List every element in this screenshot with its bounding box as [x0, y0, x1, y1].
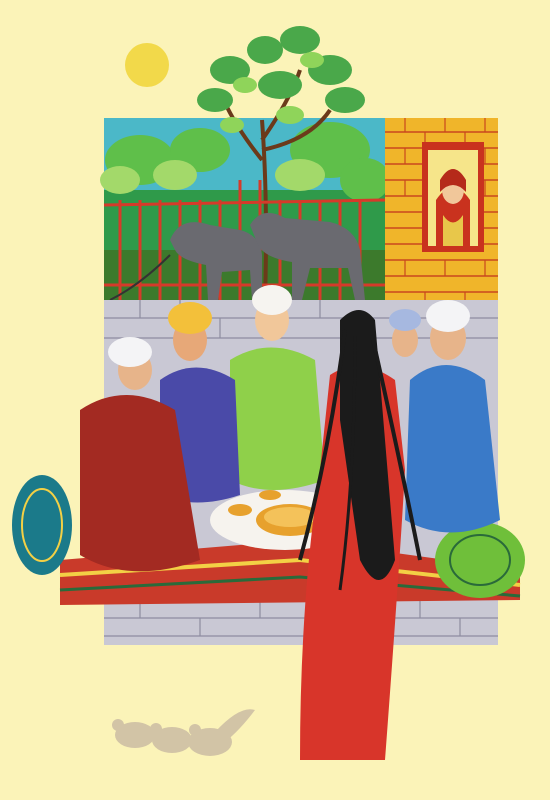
window-portrait — [422, 142, 484, 252]
doves — [112, 709, 255, 756]
sun — [125, 43, 169, 87]
garden-background — [100, 118, 390, 303]
